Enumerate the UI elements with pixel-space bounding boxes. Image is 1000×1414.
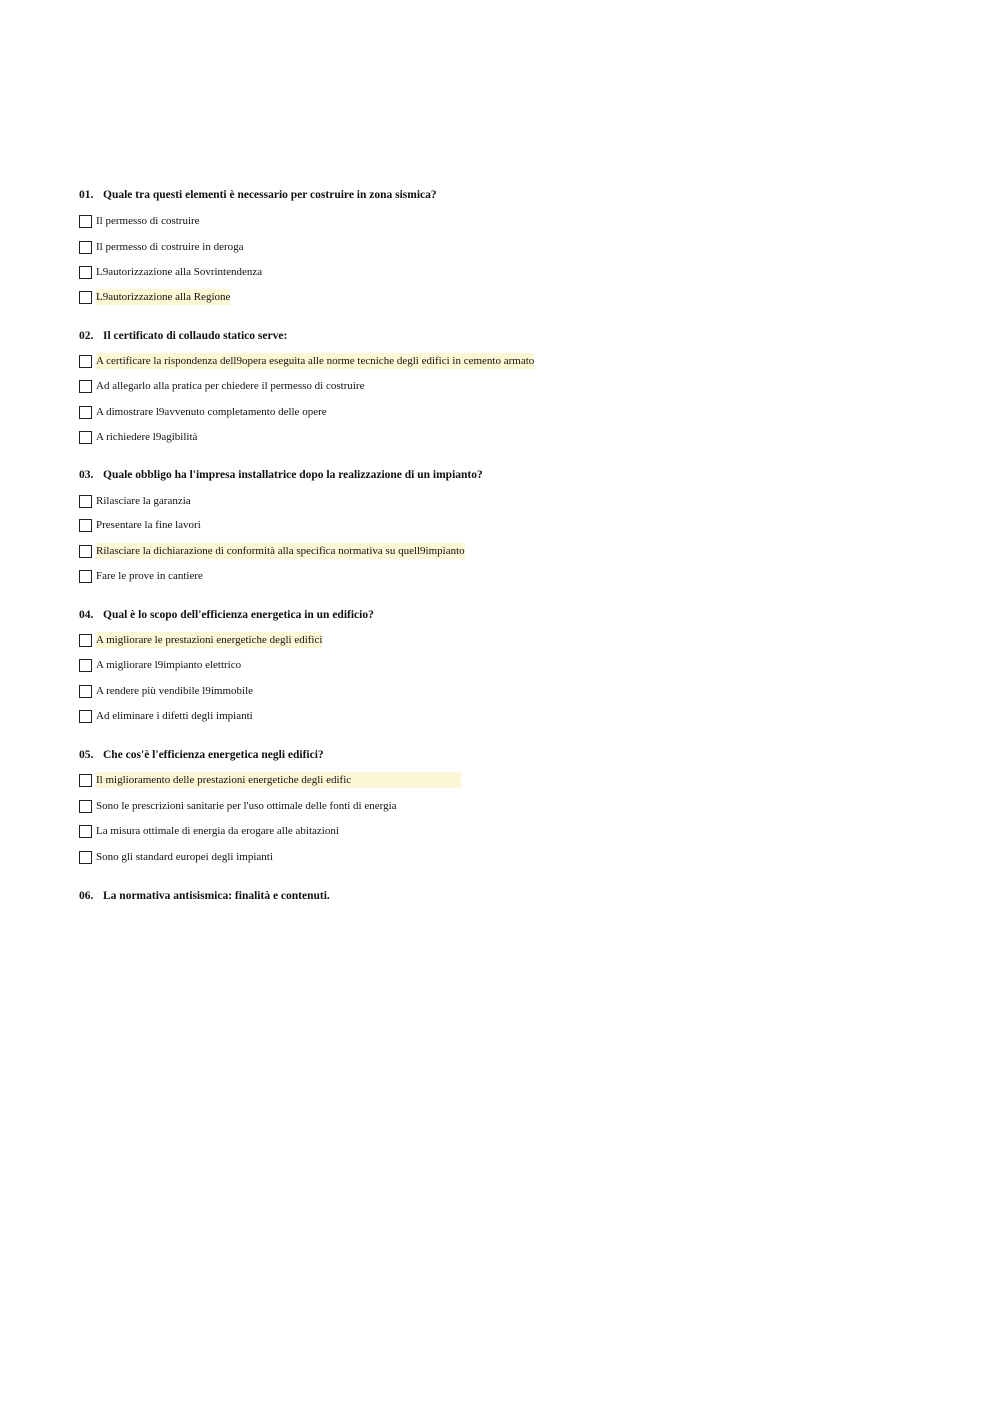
- checkbox[interactable]: [79, 570, 92, 583]
- answer-option[interactable]: [79, 772, 461, 788]
- answer-option[interactable]: [79, 239, 244, 255]
- question-number: 06.: [79, 890, 94, 902]
- question-4-title: [79, 608, 374, 622]
- answer-option[interactable]: [79, 378, 364, 394]
- answer-option[interactable]: [79, 849, 273, 865]
- checkbox[interactable]: [79, 406, 92, 419]
- answer-label: Fare le prove in cantiere: [96, 570, 203, 582]
- checkbox[interactable]: [79, 545, 92, 558]
- checkbox[interactable]: [79, 825, 92, 838]
- answer-label-highlighted: Rilasciare la dichiarazione di conformità alla specifica normativa su quell9impianto: [96, 545, 465, 557]
- answer-label: Ad allegarlo alla pratica per chiedere il permesso di costruire: [96, 380, 365, 392]
- answer-option[interactable]: [79, 823, 339, 839]
- answer-label: A rendere più vendibile l9immobile: [96, 685, 254, 697]
- answer-option[interactable]: [79, 289, 230, 305]
- question-text: Qual è lo scopo dell'efficienza energetica in un edificio?: [103, 609, 374, 621]
- checkbox[interactable]: [79, 685, 92, 698]
- answer-option[interactable]: [79, 568, 203, 584]
- answer-label: Ad eliminare i difetti degli impianti: [96, 710, 253, 722]
- answer-label: Sono gli standard europei degli impianti: [96, 851, 273, 863]
- answer-label: Presentare la fine lavori: [96, 519, 201, 531]
- question-1-title: [79, 188, 437, 202]
- checkbox[interactable]: [79, 659, 92, 672]
- question-number: 02.: [79, 330, 94, 342]
- checkbox[interactable]: [79, 634, 92, 647]
- checkbox[interactable]: [79, 380, 92, 393]
- answer-label: A richiedere l9agibilità: [96, 431, 198, 443]
- question-text: La normativa antisismica: finalità e contenuti.: [103, 890, 330, 902]
- answer-option[interactable]: [79, 708, 253, 724]
- checkbox[interactable]: [79, 774, 92, 787]
- answer-label-highlighted: Il miglioramento delle prestazioni energetiche degli edific: [96, 772, 461, 788]
- answer-option[interactable]: [79, 798, 397, 814]
- answer-option[interactable]: [79, 353, 534, 369]
- checkbox[interactable]: [79, 355, 92, 368]
- answer-label: Sono le prescrizioni sanitarie per l'uso ottimale delle fonti di energia: [96, 800, 397, 812]
- checkbox[interactable]: [79, 215, 92, 228]
- checkbox[interactable]: [79, 495, 92, 508]
- question-3-title: [79, 468, 483, 482]
- answer-label: La misura ottimale di energia da erogare alle abitazioni: [96, 825, 339, 837]
- answer-option[interactable]: [79, 404, 327, 420]
- question-text: Quale tra questi elementi è necessario per costruire in zona sismica?: [103, 189, 437, 201]
- answer-option[interactable]: [79, 543, 465, 559]
- answer-option[interactable]: [79, 493, 191, 509]
- answer-option[interactable]: [79, 429, 197, 445]
- checkbox[interactable]: [79, 241, 92, 254]
- answer-label-highlighted: A migliorare le prestazioni energetiche degli edifici: [96, 634, 323, 646]
- question-text: Quale obbligo ha l'impresa installatrice dopo la realizzazione di un impianto?: [103, 469, 483, 481]
- answer-label: A dimostrare l9avvenuto completamento delle opere: [96, 406, 327, 418]
- question-number: 03.: [79, 469, 94, 481]
- answer-label: Rilasciare la garanzia: [96, 495, 191, 507]
- question-number: 04.: [79, 609, 94, 621]
- answer-option[interactable]: [79, 683, 253, 699]
- answer-option[interactable]: [79, 632, 322, 648]
- checkbox[interactable]: [79, 519, 92, 532]
- question-text: Che cos'è l'efficienza energetica negli edifici?: [103, 749, 324, 761]
- checkbox[interactable]: [79, 266, 92, 279]
- checkbox[interactable]: [79, 800, 92, 813]
- question-5-title: [79, 748, 324, 762]
- answer-label: Il permesso di costruire: [96, 215, 200, 227]
- answer-label-highlighted: L9autorizzazione alla Regione: [96, 291, 231, 303]
- checkbox[interactable]: [79, 431, 92, 444]
- question-number: 05.: [79, 749, 94, 761]
- question-text: Il certificato di collaudo statico serve:: [103, 330, 288, 342]
- answer-label: L9autorizzazione alla Sovrintendenza: [96, 266, 263, 278]
- answer-label: Il permesso di costruire in deroga: [96, 241, 244, 253]
- question-2-title: [79, 329, 287, 343]
- answer-label: A migliorare l9impianto elettrico: [96, 659, 242, 671]
- answer-option[interactable]: [79, 213, 200, 229]
- answer-label-highlighted: A certificare la rispondenza dell9opera eseguita alle norme tecniche degli edifici in cemento armato: [96, 355, 535, 367]
- checkbox[interactable]: [79, 851, 92, 864]
- checkbox[interactable]: [79, 710, 92, 723]
- question-6-title: [79, 889, 330, 903]
- answer-option[interactable]: [79, 657, 241, 673]
- answer-option[interactable]: [79, 517, 201, 533]
- question-number: 01.: [79, 189, 94, 201]
- checkbox[interactable]: [79, 291, 92, 304]
- answer-option[interactable]: [79, 264, 262, 280]
